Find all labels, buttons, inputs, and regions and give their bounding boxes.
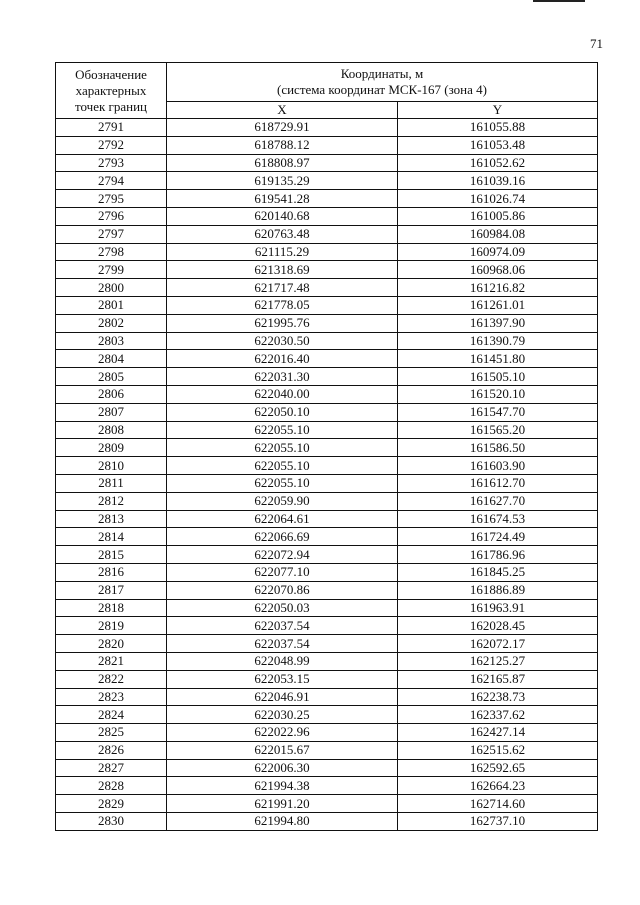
point-label-line: точек границ — [74, 98, 148, 114]
table-row — [56, 777, 598, 795]
point-id-cell: 2795 — [56, 190, 167, 208]
table-row — [56, 225, 598, 243]
point-id-cell: 2827 — [56, 759, 167, 777]
table-row — [56, 190, 598, 208]
x-coordinate-cell: 622064.61 — [167, 510, 398, 528]
point-id-cell: 2823 — [56, 688, 167, 706]
y-coordinate-cell: 162165.87 — [398, 670, 598, 688]
table-row — [56, 403, 598, 421]
table-row — [56, 617, 598, 635]
x-coordinate-cell: 620763.48 — [167, 225, 398, 243]
table-body — [56, 119, 598, 831]
x-coordinate-cell: 622072.94 — [167, 546, 398, 564]
point-id-cell: 2814 — [56, 528, 167, 546]
y-coordinate-cell: 160974.09 — [398, 243, 598, 261]
y-coordinate-cell: 161586.50 — [398, 439, 598, 457]
x-coordinate-cell: 622055.10 — [167, 457, 398, 475]
y-coordinate-cell: 161052.62 — [398, 154, 598, 172]
page-number: 71 — [590, 36, 603, 51]
point-id-cell: 2794 — [56, 172, 167, 190]
x-coordinate-cell: 622050.03 — [167, 599, 398, 617]
y-coordinate-cell: 162664.23 — [398, 777, 598, 795]
y-coordinate-cell: 161565.20 — [398, 421, 598, 439]
x-coordinate-cell: 622037.54 — [167, 617, 398, 635]
table-row — [56, 243, 598, 261]
y-coordinate-cell: 161603.90 — [398, 457, 598, 475]
point-id-cell: 2797 — [56, 225, 167, 243]
y-coordinate-cell: 161055.88 — [398, 119, 598, 137]
table-row — [56, 510, 598, 528]
y-coordinate-cell: 161397.90 — [398, 314, 598, 332]
y-coordinate-cell: 161039.16 — [398, 172, 598, 190]
x-column-header: X — [167, 102, 398, 119]
x-coordinate-cell: 622053.15 — [167, 670, 398, 688]
point-id-cell: 2829 — [56, 795, 167, 813]
y-coordinate-cell: 161886.89 — [398, 581, 598, 599]
x-coordinate-cell: 618788.12 — [167, 136, 398, 154]
x-coordinate-cell: 621115.29 — [167, 243, 398, 261]
table-row — [56, 581, 598, 599]
y-coordinate-cell: 160984.08 — [398, 225, 598, 243]
x-coordinate-cell: 621995.76 — [167, 314, 398, 332]
point-id-cell: 2816 — [56, 563, 167, 581]
x-coordinate-cell: 621991.20 — [167, 795, 398, 813]
x-coordinate-cell: 618729.91 — [167, 119, 398, 137]
y-coordinate-cell: 162028.45 — [398, 617, 598, 635]
y-coordinate-cell: 161674.53 — [398, 510, 598, 528]
table-row — [56, 528, 598, 546]
y-coordinate-cell: 161520.10 — [398, 385, 598, 403]
table-row — [56, 119, 598, 137]
y-coordinate-cell: 162072.17 — [398, 635, 598, 653]
table-row — [56, 296, 598, 314]
table-row — [56, 457, 598, 475]
x-coordinate-cell: 620140.68 — [167, 207, 398, 225]
y-column-header: Y — [398, 102, 598, 119]
y-coordinate-cell: 160968.06 — [398, 261, 598, 279]
x-coordinate-cell: 622030.25 — [167, 706, 398, 724]
x-coordinate-cell: 622070.86 — [167, 581, 398, 599]
y-coordinate-cell: 161451.80 — [398, 350, 598, 368]
point-id-cell: 2809 — [56, 439, 167, 457]
table-row — [56, 813, 598, 831]
coordinates-table — [55, 62, 598, 831]
table-row — [56, 652, 598, 670]
y-coordinate-cell: 161627.70 — [398, 492, 598, 510]
y-coordinate-cell: 161053.48 — [398, 136, 598, 154]
y-coordinate-cell: 162714.60 — [398, 795, 598, 813]
point-id-cell: 2813 — [56, 510, 167, 528]
x-coordinate-cell: 622055.10 — [167, 421, 398, 439]
table-row — [56, 207, 598, 225]
y-coordinate-cell: 161261.01 — [398, 296, 598, 314]
y-coordinate-cell: 161963.91 — [398, 599, 598, 617]
x-coordinate-cell: 622048.99 — [167, 652, 398, 670]
y-coordinate-cell: 161390.79 — [398, 332, 598, 350]
point-id-cell: 2811 — [56, 474, 167, 492]
y-coordinate-cell: 161724.49 — [398, 528, 598, 546]
x-coordinate-cell: 622055.10 — [167, 474, 398, 492]
x-coordinate-cell: 622066.69 — [167, 528, 398, 546]
point-id-cell: 2807 — [56, 403, 167, 421]
y-coordinate-cell: 161845.25 — [398, 563, 598, 581]
table-row — [56, 563, 598, 581]
point-id-cell: 2806 — [56, 385, 167, 403]
point-id-cell: 2802 — [56, 314, 167, 332]
y-coordinate-cell: 162427.14 — [398, 724, 598, 742]
table-row — [56, 546, 598, 564]
y-coordinate-cell: 162592.65 — [398, 759, 598, 777]
point-id-cell: 2793 — [56, 154, 167, 172]
table-row — [56, 688, 598, 706]
x-coordinate-cell: 621318.69 — [167, 261, 398, 279]
x-coordinate-cell: 619541.28 — [167, 190, 398, 208]
x-coordinate-cell: 621994.80 — [167, 813, 398, 831]
point-id-cell: 2815 — [56, 546, 167, 564]
point-id-cell: 2830 — [56, 813, 167, 831]
y-coordinate-cell: 161216.82 — [398, 279, 598, 297]
point-id-cell: 2810 — [56, 457, 167, 475]
table-row — [56, 724, 598, 742]
top-rule — [533, 0, 585, 2]
table-row — [56, 279, 598, 297]
y-coordinate-cell: 161505.10 — [398, 368, 598, 386]
table-row — [56, 795, 598, 813]
y-coordinate-cell: 161786.96 — [398, 546, 598, 564]
point-id-cell: 2798 — [56, 243, 167, 261]
x-coordinate-cell: 622037.54 — [167, 635, 398, 653]
table-row — [56, 492, 598, 510]
x-coordinate-cell: 622030.50 — [167, 332, 398, 350]
point-id-cell: 2820 — [56, 635, 167, 653]
coordinates-header — [167, 63, 598, 102]
point-label-line: Обозначение — [75, 66, 147, 82]
point-id-cell: 2822 — [56, 670, 167, 688]
y-coordinate-cell: 162125.27 — [398, 652, 598, 670]
x-coordinate-cell: 618808.97 — [167, 154, 398, 172]
table-row — [56, 314, 598, 332]
x-coordinate-cell: 622016.40 — [167, 350, 398, 368]
x-coordinate-cell: 621717.48 — [167, 279, 398, 297]
table-row — [56, 385, 598, 403]
point-id-cell: 2808 — [56, 421, 167, 439]
point-id-cell: 2791 — [56, 119, 167, 137]
table-row — [56, 350, 598, 368]
y-coordinate-cell: 161026.74 — [398, 190, 598, 208]
y-coordinate-cell: 162737.10 — [398, 813, 598, 831]
point-id-cell: 2800 — [56, 279, 167, 297]
point-id-cell: 2818 — [56, 599, 167, 617]
table-row — [56, 759, 598, 777]
point-id-cell: 2828 — [56, 777, 167, 795]
x-coordinate-cell: 621778.05 — [167, 296, 398, 314]
x-coordinate-cell: 622077.10 — [167, 563, 398, 581]
point-label-line: характерных — [75, 82, 147, 98]
x-coordinate-cell: 622040.00 — [167, 385, 398, 403]
coordinate-system: (система координат МСК-167 (зона 4) — [277, 82, 487, 97]
table-row — [56, 474, 598, 492]
table-row — [56, 154, 598, 172]
y-coordinate-cell: 161005.86 — [398, 207, 598, 225]
x-coordinate-cell: 622022.96 — [167, 724, 398, 742]
table-row — [56, 368, 598, 386]
y-coordinate-cell: 161547.70 — [398, 403, 598, 421]
y-coordinate-cell: 161612.70 — [398, 474, 598, 492]
point-id-cell: 2821 — [56, 652, 167, 670]
point-id-cell: 2796 — [56, 207, 167, 225]
y-coordinate-cell: 162337.62 — [398, 706, 598, 724]
x-coordinate-cell: 619135.29 — [167, 172, 398, 190]
table-row — [56, 741, 598, 759]
table-row — [56, 635, 598, 653]
table-row — [56, 136, 598, 154]
x-coordinate-cell: 622059.90 — [167, 492, 398, 510]
point-id-cell: 2805 — [56, 368, 167, 386]
x-coordinate-cell: 622055.10 — [167, 439, 398, 457]
table-row — [56, 706, 598, 724]
x-coordinate-cell: 622050.10 — [167, 403, 398, 421]
point-id-cell: 2824 — [56, 706, 167, 724]
point-id-cell: 2825 — [56, 724, 167, 742]
table-row — [56, 670, 598, 688]
point-id-cell: 2812 — [56, 492, 167, 510]
table-row — [56, 439, 598, 457]
x-coordinate-cell: 622031.30 — [167, 368, 398, 386]
point-id-cell: 2792 — [56, 136, 167, 154]
table-row — [56, 172, 598, 190]
point-id-cell: 2804 — [56, 350, 167, 368]
x-coordinate-cell: 622006.30 — [167, 759, 398, 777]
table-row — [56, 599, 598, 617]
point-label-header — [56, 63, 167, 119]
x-coordinate-cell: 622015.67 — [167, 741, 398, 759]
table-row — [56, 332, 598, 350]
y-coordinate-cell: 162515.62 — [398, 741, 598, 759]
point-id-cell: 2803 — [56, 332, 167, 350]
table-row — [56, 421, 598, 439]
point-id-cell: 2826 — [56, 741, 167, 759]
point-id-cell: 2819 — [56, 617, 167, 635]
x-coordinate-cell: 621994.38 — [167, 777, 398, 795]
y-coordinate-cell: 162238.73 — [398, 688, 598, 706]
x-coordinate-cell: 622046.91 — [167, 688, 398, 706]
point-id-cell: 2817 — [56, 581, 167, 599]
point-id-cell: 2801 — [56, 296, 167, 314]
table-row — [56, 261, 598, 279]
coordinates-title: Координаты, м — [340, 66, 424, 81]
point-id-cell: 2799 — [56, 261, 167, 279]
